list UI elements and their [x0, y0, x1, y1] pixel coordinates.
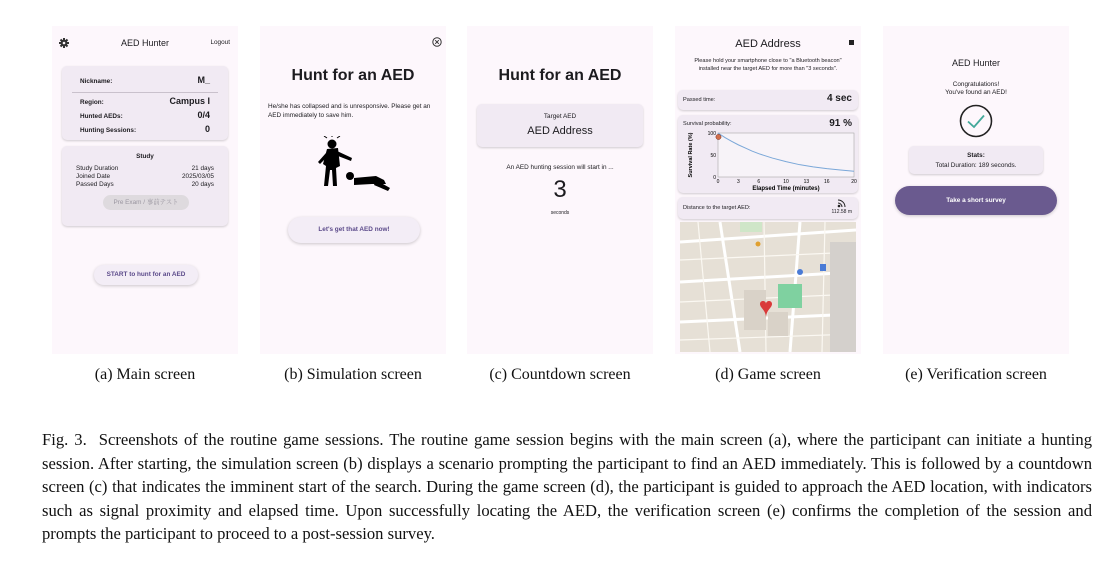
- x-tick-label: 10: [783, 179, 789, 185]
- figure-caption-text: Screenshots of the routine game sessions. The routine game session begins with the main screen (a), where the participant can initiate a hunting session. After starting, the simulation screen (b) displays a scenario prompting the participant to find an AED immediately. This is followed by a countdown screen (c) that indicates the imminent start of the search. During the game screen (d), the participant is guided to approach the AED location, with indicators such as signal proximity and elapsed time. Upon successfully locating the AED, the verification screen (e) confirms the completion of the session and prompts the participant to proceed to a post-session survey.: [42, 430, 1092, 543]
- figure-label: Fig. 3.: [42, 430, 87, 449]
- distance-value: 112.58 m: [831, 209, 852, 215]
- x-tick-label: 20: [851, 179, 857, 185]
- signal-icon: [837, 199, 846, 208]
- nickname-label: Nickname:: [80, 78, 113, 85]
- x-axis-label: Elapsed Time (minutes): [752, 186, 820, 192]
- survival-card: [678, 115, 858, 193]
- logout-link[interactable]: Logout: [210, 39, 230, 46]
- stats-value: Total Duration: 189 seconds.: [935, 162, 1017, 169]
- collapsed-person-icon: [314, 136, 394, 198]
- map-view[interactable]: [680, 222, 856, 352]
- passed-card: [678, 90, 858, 110]
- y-tick-label: 100: [707, 131, 716, 137]
- y-tick-label: 50: [710, 153, 716, 159]
- game-screen: [675, 26, 861, 354]
- subcaption-a: (a) Main screen: [94, 366, 196, 383]
- congrats-line2: You've found an AED!: [945, 89, 1007, 96]
- y-axis-label: Survival Rate (%): [688, 132, 694, 178]
- study-row: Study Duration 21 days: [76, 165, 214, 172]
- study-heading: Study: [136, 153, 154, 160]
- passed-value: 4 sec: [826, 93, 852, 104]
- simulation-screen: [260, 26, 446, 354]
- nickname-value: M_: [197, 75, 210, 85]
- distance-card: [678, 197, 858, 219]
- target-label: Target AED: [543, 113, 577, 120]
- plot-area: [718, 133, 854, 177]
- get-aed-button[interactable]: Let's get that AED now!: [288, 217, 420, 243]
- subcaption-c: (c) Countdown screen: [489, 366, 631, 383]
- profile-card: [62, 66, 228, 140]
- x-tick-label: 6: [757, 179, 761, 185]
- x-tick-label: 13: [803, 179, 810, 185]
- hunted-value: 0/4: [197, 110, 210, 120]
- current-marker: [716, 134, 721, 139]
- stop-icon[interactable]: [849, 40, 854, 45]
- stats-card: [909, 146, 1043, 174]
- x-tick-label: 16: [824, 179, 830, 185]
- start-hunt-button[interactable]: START to hunt for an AED: [94, 265, 198, 285]
- survival-chart: [678, 129, 858, 193]
- x-tick-label: 3: [737, 179, 740, 185]
- countdown-title: Hunt for an AED: [498, 67, 622, 84]
- subcaption-d: (d) Game screen: [715, 366, 821, 383]
- hunted-label: Hunted AEDs:: [80, 113, 123, 120]
- study-row: Joined Date 2025/03/05: [76, 173, 214, 180]
- app-title: AED Hunter: [120, 38, 170, 48]
- main-screen: [52, 26, 238, 354]
- countdown-unit: seconds: [550, 210, 570, 216]
- countdown-number: 3: [553, 176, 567, 203]
- take-survey-button[interactable]: Take a short survey: [895, 186, 1057, 215]
- y-tick-label: 0: [713, 175, 716, 181]
- passed-label: Passed time:: [683, 97, 716, 103]
- simulation-body: He/she has collapsed and is unresponsive. Please get an AED immediately to save him.: [268, 103, 431, 119]
- survival-value: 91 %: [829, 118, 852, 129]
- region-value: Campus I: [169, 96, 210, 106]
- simulation-title: Hunt for an AED: [291, 67, 415, 84]
- target-value: AED Address: [527, 125, 593, 137]
- study-card: [62, 146, 228, 226]
- sessions-value: 0: [204, 124, 210, 134]
- pre-exam-button[interactable]: Pre Exam / 事前テスト: [103, 195, 189, 210]
- countdown-notice: An AED hunting session will start in ...: [506, 164, 614, 171]
- game-title: AED Address: [735, 38, 801, 50]
- countdown-screen: [467, 26, 653, 354]
- study-row: Passed Days 20 days: [76, 181, 214, 188]
- sessions-label: Hunting Sessions:: [80, 127, 137, 134]
- figure-caption: [42, 428, 1092, 546]
- close-icon[interactable]: [432, 37, 442, 47]
- region-label: Region:: [80, 99, 104, 106]
- game-instruction: Please hold your smartphone close to "a Bluetooth beacon" installed near the target AED for more than "3 seconds".: [694, 58, 842, 72]
- check-circle-icon: [959, 104, 993, 138]
- stats-label: Stats:: [967, 152, 985, 159]
- distance-label: Distance to the target AED:: [683, 205, 751, 211]
- verification-title: AED Hunter: [951, 58, 1001, 68]
- x-tick-label: 0: [716, 179, 720, 185]
- verification-screen: [883, 26, 1069, 354]
- target-card: [477, 104, 643, 147]
- survival-label: Survival probability:: [683, 121, 732, 127]
- congrats-line1: Congratulations!: [952, 81, 1000, 88]
- subcaption-b: (b) Simulation screen: [284, 366, 422, 383]
- subcaption-e: (e) Verification screen: [905, 366, 1047, 383]
